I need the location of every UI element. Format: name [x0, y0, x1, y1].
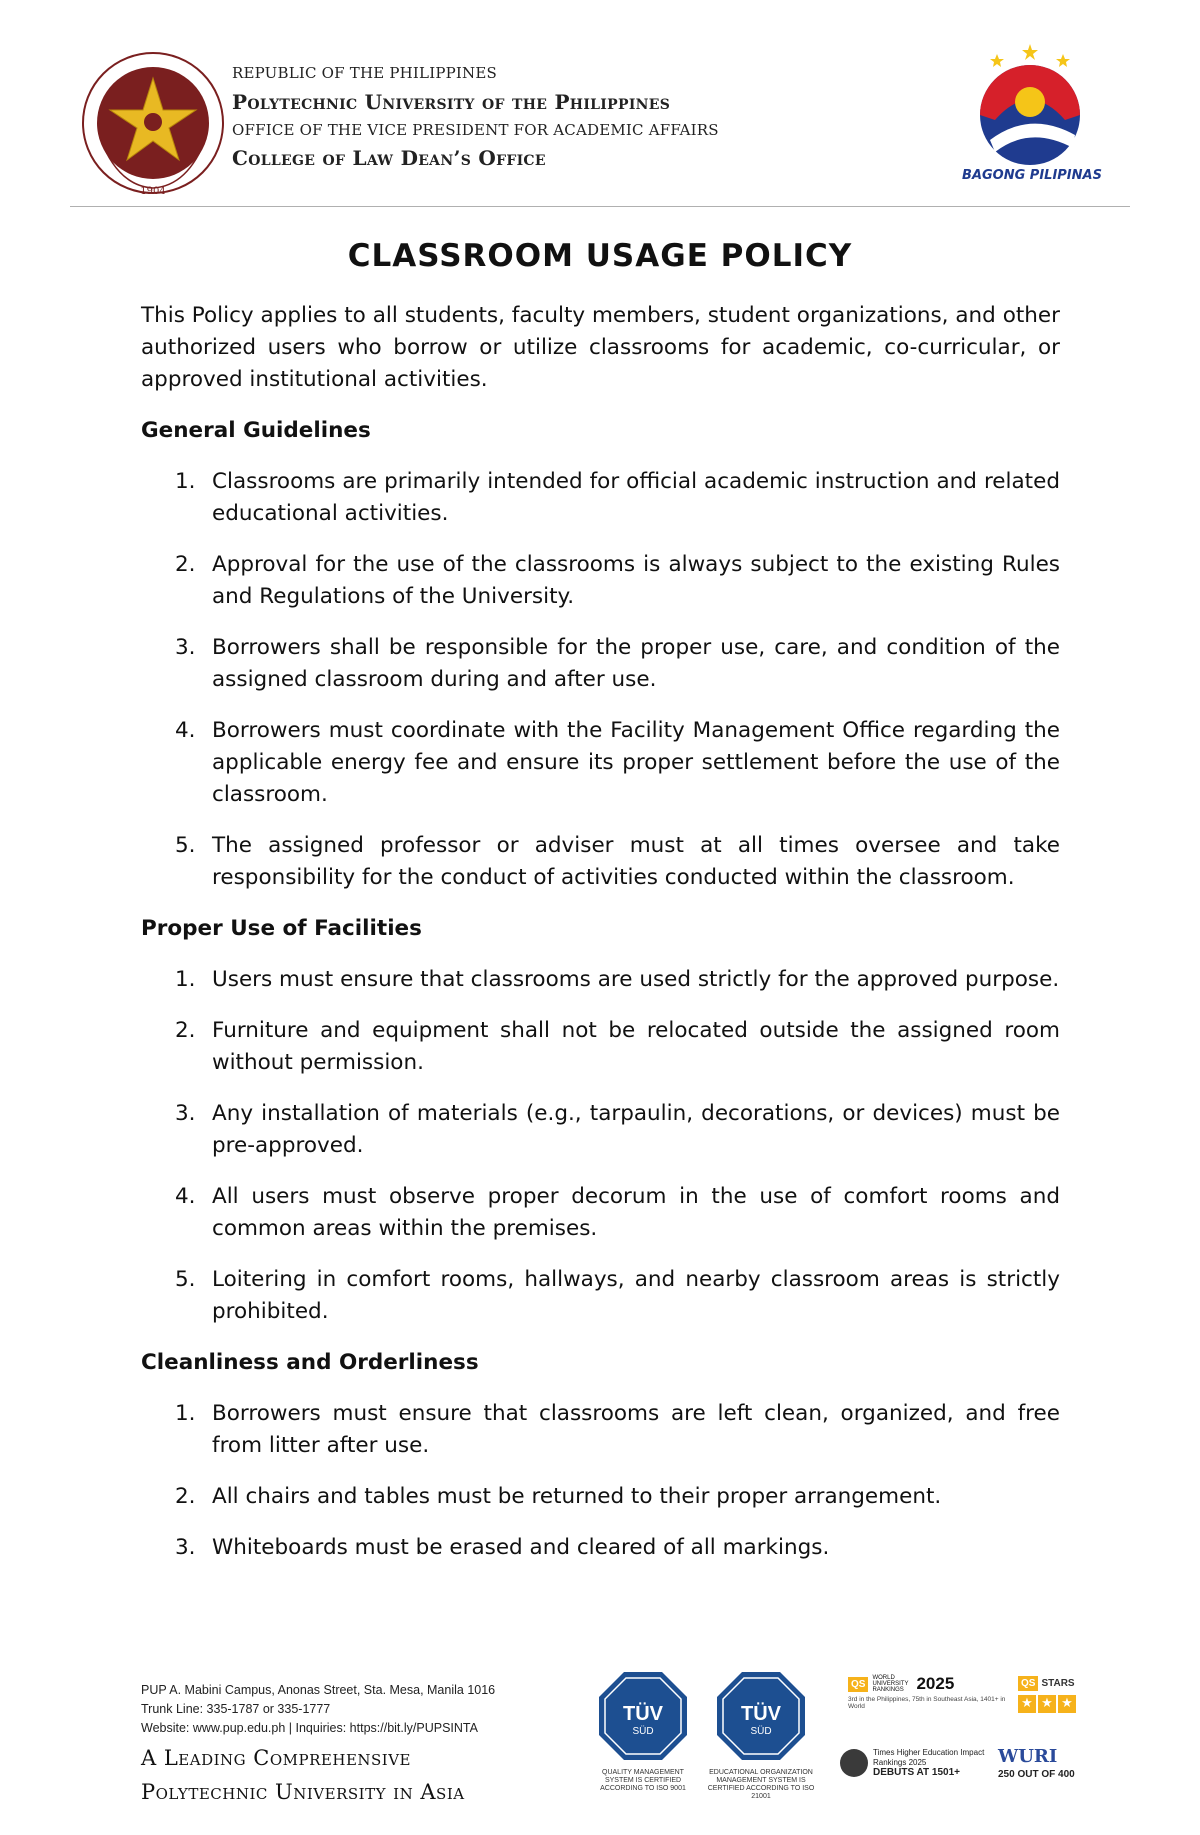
list-item: 1. Users must ensure that classrooms are used strictly for the approved purpose.	[175, 967, 1060, 992]
section-heading-facilities: Proper Use of Facilities	[141, 916, 422, 941]
section-heading-general: General Guidelines	[141, 418, 371, 443]
star-icon: ★	[1038, 1695, 1056, 1713]
list-item: 1. Classrooms are primarily intended for official academic instruction and related educational activities.	[175, 469, 1060, 526]
bagong-pilipinas-label: BAGONG PILIPINAS	[962, 168, 1102, 183]
qs-logo: QS	[848, 1677, 868, 1692]
qs-rankings-badge	[848, 1674, 1018, 1710]
college-name: College of Law Dean’s Office	[232, 146, 546, 170]
document-title: CLASSROOM USAGE POLICY	[347, 238, 853, 274]
header-divider	[70, 206, 1130, 207]
tuv-iso9001-badge	[588, 1670, 698, 1793]
list-item: 5. The assigned professor or adviser must at all times oversee and take responsibility for the conduct of activities conducted within the classroom.	[175, 833, 1060, 890]
list-item: 2. Furniture and equipment shall not be relocated outside the assigned room without permission.	[175, 1018, 1060, 1075]
tuv-octagon-icon	[597, 1670, 689, 1762]
general-guidelines-list	[141, 466, 1060, 894]
impact-debut: DEBUTS AT 1501+	[873, 1767, 960, 1778]
list-item: 4. Borrowers must coordinate with the Facility Management Office regarding the applicable energy fee and ensure its proper settlement before the use of the classroom.	[175, 718, 1060, 807]
star-icon: ★	[1058, 1695, 1076, 1713]
qs-ranking-text: 3rd in the Philippines, 75th in Southeast Asia, 1401+ in World	[848, 1696, 1006, 1710]
policy-body	[141, 300, 1060, 1583]
office-name: OFFICE OF THE VICE PRESIDENT FOR ACADEMIC AFFAIRS	[232, 121, 719, 139]
footer-tagline: A Leading Comprehensive Polytechnic University in Asia	[141, 1746, 465, 1804]
letterhead-text	[232, 64, 719, 170]
qs-year: 2025	[916, 1674, 955, 1693]
stars-label: STARS	[1041, 1678, 1075, 1689]
tuv-octagon-icon	[715, 1670, 807, 1762]
list-item: 2. Approval for the use of the classrooms is always subject to the existing Rules and Regulations of the University.	[175, 552, 1060, 609]
tuv-iso21001-badge	[706, 1670, 816, 1801]
list-item: 5. Loitering in comfort rooms, hallways, and nearby classroom areas is strictly prohibited.	[175, 1267, 1060, 1324]
stars-row	[1018, 1695, 1088, 1713]
svg-text:SÜD: SÜD	[750, 1726, 772, 1737]
website-line[interactable]: Website: www.pup.edu.ph | Inquiries: https://bit.ly/PUPSINTA	[141, 1721, 478, 1735]
qs-stars-logo: QS	[1018, 1676, 1038, 1691]
wuri-rank: 250 OUT OF 400	[998, 1769, 1075, 1780]
wuri-badge	[998, 1746, 1098, 1780]
seal-year: 1904	[140, 186, 166, 197]
intro-paragraph: This Policy applies to all students, faculty members, student organizations, and other authorized users who borrow or utilize classrooms for academic, co-curricular, or approved institutional activities.	[141, 303, 1060, 392]
the-impact-badge	[840, 1748, 990, 1778]
pup-seal-logo	[78, 48, 228, 198]
tuv-caption: EDUCATIONAL ORGANIZATION MANAGEMENT SYSTEM IS CERTIFIED ACCORDING TO ISO 21001	[707, 1769, 815, 1800]
footer-address	[141, 1681, 495, 1738]
republic-line: REPUBLIC OF THE PHILIPPINES	[232, 64, 497, 82]
list-item: 3. Borrowers shall be responsible for the proper use, care, and condition of the assigned classroom during and after use.	[175, 635, 1060, 692]
list-item: 1. Borrowers must ensure that classrooms are left clean, organized, and free from litter after use.	[175, 1401, 1060, 1458]
svg-text:SÜD: SÜD	[632, 1726, 654, 1737]
letterhead	[70, 38, 1130, 198]
tuv-caption: QUALITY MANAGEMENT SYSTEM IS CERTIFIED ACCORDING TO ISO 9001	[600, 1769, 686, 1792]
svg-text:TÜV: TÜV	[741, 1703, 781, 1725]
qs-stars-badge	[1018, 1676, 1088, 1713]
section-heading-cleanliness: Cleanliness and Orderliness	[141, 1350, 479, 1375]
trunk-line: Trunk Line: 335-1787 or 335-1777	[141, 1702, 331, 1716]
list-item: 3. Any installation of materials (e.g., tarpaulin, decorations, or devices) must be pre-approved.	[175, 1101, 1060, 1158]
star-icon: ★	[1018, 1695, 1036, 1713]
impact-logo-icon	[840, 1749, 868, 1777]
address-line: PUP A. Mabini Campus, Anonas Street, Sta. Mesa, Manila 1016	[141, 1683, 496, 1697]
list-item: 3. Whiteboards must be erased and cleared of all markings.	[175, 1535, 830, 1560]
svg-text:TÜV: TÜV	[623, 1703, 663, 1725]
list-item: 4. All users must observe proper decorum in the use of comfort rooms and common areas within the premises.	[175, 1184, 1060, 1241]
cleanliness-list	[141, 1398, 1060, 1564]
list-item: 2. All chairs and tables must be returned to their proper arrangement.	[175, 1484, 942, 1509]
impact-line: Times Higher Education Impact Rankings 2025	[873, 1748, 985, 1767]
qs-small-label: WORLD UNIVERSITY RANKINGS	[872, 1675, 909, 1693]
proper-use-list	[141, 964, 1060, 1328]
university-name: Polytechnic University of the Philippines	[232, 90, 671, 114]
wuri-logo: WURI	[998, 1746, 1058, 1767]
